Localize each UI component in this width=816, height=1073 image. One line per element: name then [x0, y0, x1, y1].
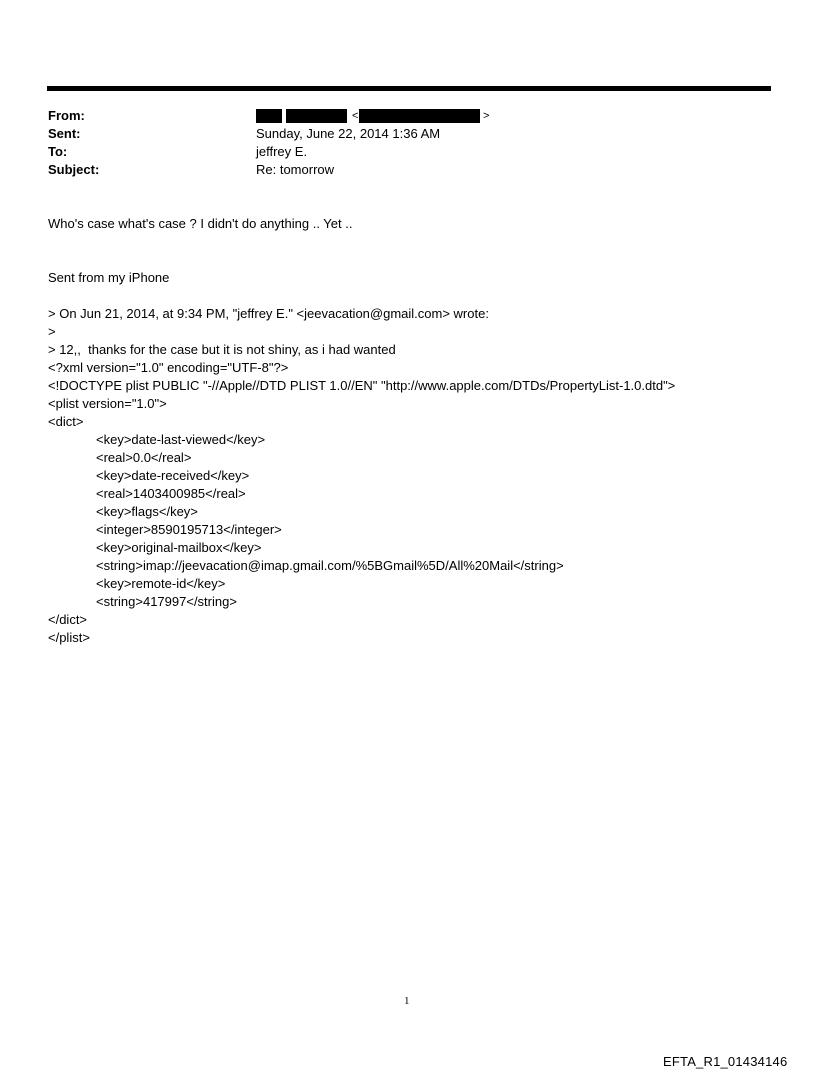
dict-line: <key>date-last-viewed</key>	[96, 432, 266, 447]
page-number: 1	[404, 995, 410, 1007]
plist-open-tag: <plist version="1.0">	[48, 396, 167, 411]
dict-line: <key>date-received</key>	[96, 468, 250, 483]
dict-line: <real>0.0</real>	[96, 450, 192, 465]
dict-close-tag: </dict>	[48, 612, 88, 627]
doctype-line: <!DOCTYPE plist PUBLIC "-//Apple//DTD PLIST 1.0//EN" "http://www.apple.com/DTDs/PropertyList-1.0.dtd">	[48, 378, 676, 393]
from-value	[256, 107, 516, 125]
xml-declaration: <?xml version="1.0" encoding="UTF-8"?>	[48, 360, 289, 375]
dict-line: <real>1403400985</real>	[96, 486, 246, 501]
quote-blank-line: >	[48, 324, 56, 339]
dict-line: <integer>8590195713</integer>	[96, 522, 282, 537]
header-divider	[47, 86, 771, 91]
dict-line: <string>imap://jeevacation@imap.gmail.com/%5BGmail%5D/All%20Mail</string>	[96, 558, 564, 573]
dict-open-tag: <dict>	[48, 414, 84, 429]
subject-value: Re: tomorrow	[256, 162, 335, 177]
bates-number: EFTA_R1_01434146	[663, 1054, 788, 1069]
email-close-bracket: >	[483, 110, 490, 122]
quote-intro: > On Jun 21, 2014, at 9:34 PM, "jeffrey E." <jeevacation@gmail.com> wrote:	[48, 306, 489, 321]
redaction-block	[256, 109, 282, 123]
redaction-block	[286, 109, 347, 123]
dict-line: <string>417997</string>	[96, 594, 237, 609]
to-label: To:	[48, 144, 68, 159]
redaction-block	[359, 109, 480, 123]
quote-text: > 12,, thanks for the case but it is not shiny, as i had wanted	[48, 342, 396, 357]
dict-line: <key>remote-id</key>	[96, 576, 226, 591]
dict-line: <key>original-mailbox</key>	[96, 540, 262, 555]
subject-label: Subject:	[48, 162, 100, 177]
plist-close-tag: </plist>	[48, 630, 90, 645]
sent-label: Sent:	[48, 126, 81, 141]
dict-line: <key>flags</key>	[96, 504, 198, 519]
message-text: Who's case what's case ? I didn't do anything .. Yet ..	[48, 216, 353, 231]
sent-value: Sunday, June 22, 2014 1:36 AM	[256, 126, 441, 141]
signature-text: Sent from my iPhone	[48, 270, 170, 285]
from-label: From:	[48, 108, 85, 123]
to-value: jeffrey E.	[256, 144, 308, 159]
email-open-bracket: <	[352, 110, 359, 122]
